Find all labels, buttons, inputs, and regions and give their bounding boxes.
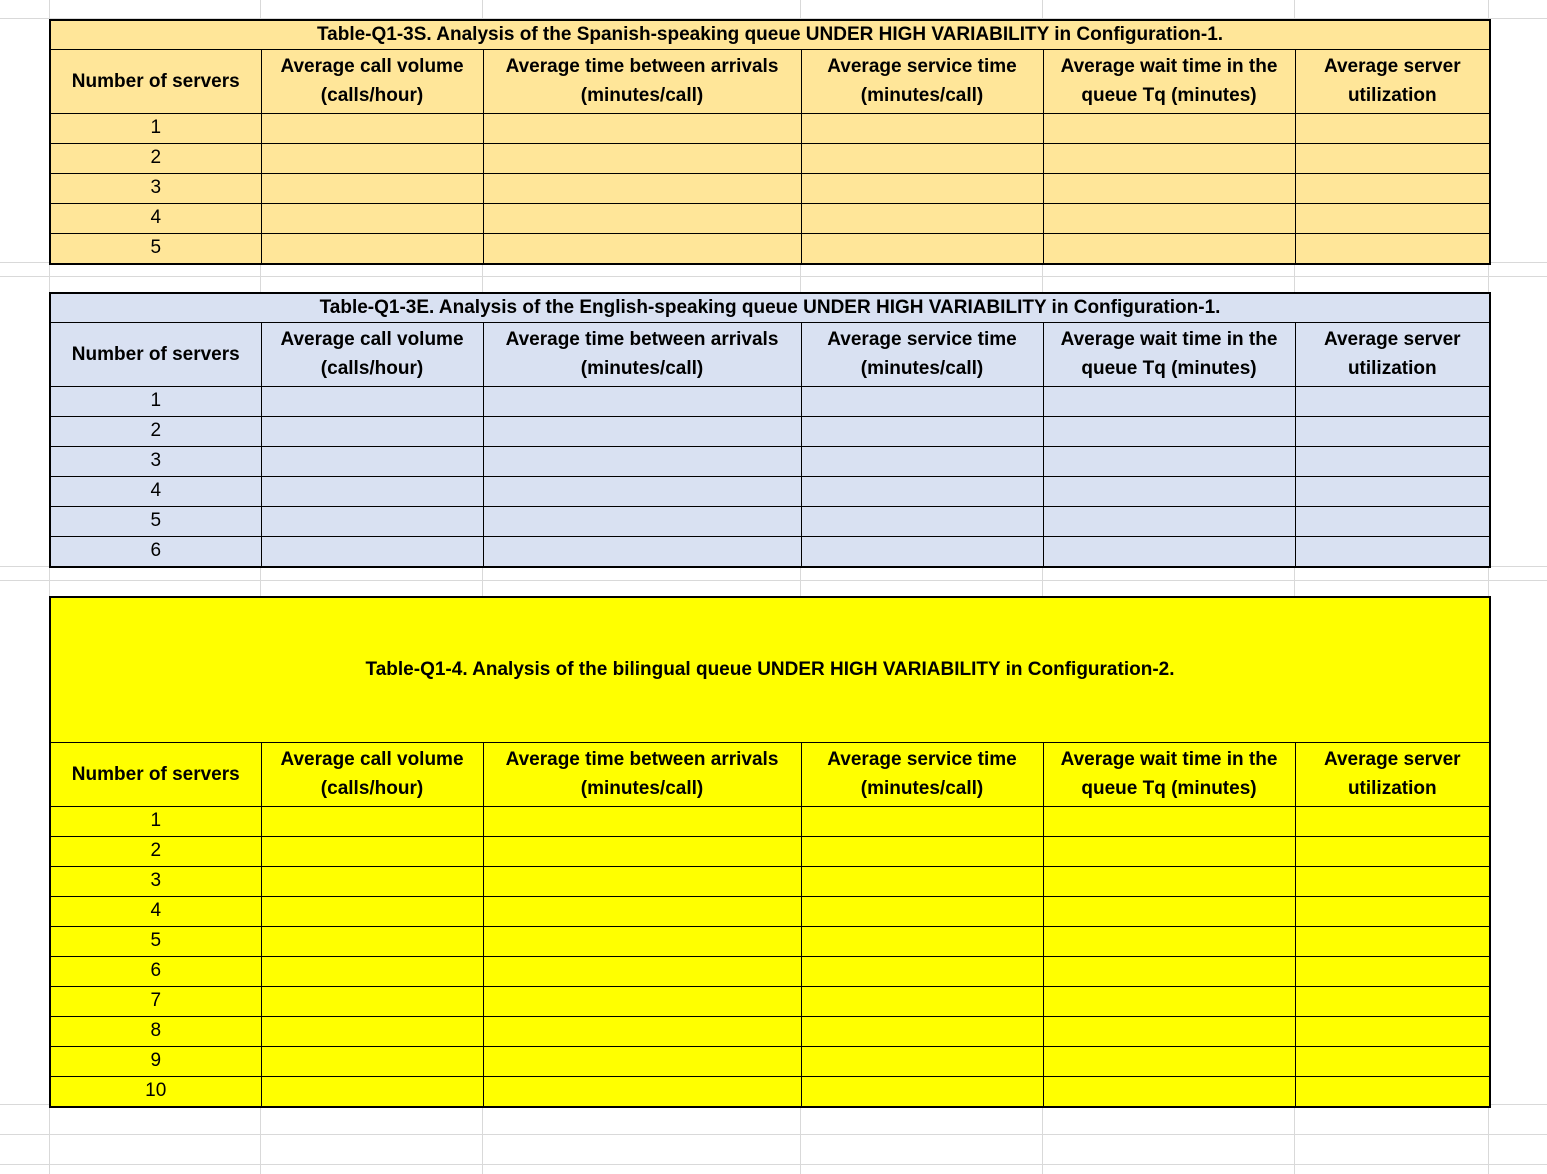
utilization-cell[interactable] [1295, 416, 1490, 446]
server-count-cell[interactable]: 6 [50, 536, 261, 567]
wait-time-cell[interactable] [1043, 806, 1295, 836]
time-between-cell[interactable] [483, 506, 801, 536]
call-volume-cell[interactable] [261, 143, 483, 173]
table-row [50, 506, 1490, 536]
service-time-cell[interactable] [801, 836, 1043, 866]
server-count-cell[interactable]: 5 [50, 233, 261, 264]
time-between-cell[interactable] [483, 986, 801, 1016]
call-volume-cell[interactable] [261, 926, 483, 956]
utilization-cell[interactable] [1295, 1046, 1490, 1076]
utilization-cell[interactable] [1295, 806, 1490, 836]
call-volume-cell[interactable] [261, 956, 483, 986]
col-header-utilization: Average server utilization [1295, 49, 1490, 113]
time-between-cell[interactable] [483, 386, 801, 416]
time-between-cell[interactable] [483, 1076, 801, 1107]
wait-time-cell[interactable] [1043, 416, 1295, 446]
col-header-time-between: Average time between arrivals (minutes/call) [483, 322, 801, 386]
wait-time-cell[interactable] [1043, 986, 1295, 1016]
utilization-cell[interactable] [1295, 1076, 1490, 1107]
header-row [50, 322, 1490, 386]
table-title: Table-Q1-3S. Analysis of the Spanish-speaking queue UNDER HIGH VARIABILITY in Configuration-1. [50, 20, 1490, 49]
header-row [50, 742, 1490, 806]
utilization-cell[interactable] [1295, 143, 1490, 173]
utilization-cell[interactable] [1295, 836, 1490, 866]
service-time-cell[interactable] [801, 143, 1043, 173]
table-row [50, 446, 1490, 476]
call-volume-cell[interactable] [261, 1016, 483, 1046]
time-between-cell[interactable] [483, 143, 801, 173]
wait-time-cell[interactable] [1043, 506, 1295, 536]
utilization-cell[interactable] [1295, 926, 1490, 956]
server-count-cell[interactable]: 7 [50, 986, 261, 1016]
service-time-cell[interactable] [801, 986, 1043, 1016]
time-between-cell[interactable] [483, 956, 801, 986]
col-header-call-volume: Average call volume (calls/hour) [261, 49, 483, 113]
server-count-cell[interactable]: 4 [50, 896, 261, 926]
table-row [50, 866, 1490, 896]
service-time-cell[interactable] [801, 1076, 1043, 1107]
table-row [50, 926, 1490, 956]
wait-time-cell[interactable] [1043, 536, 1295, 567]
time-between-cell[interactable] [483, 536, 801, 567]
time-between-cell[interactable] [483, 173, 801, 203]
col-header-service-time: Average service time (minutes/call) [801, 742, 1043, 806]
col-header-utilization: Average server utilization [1295, 322, 1490, 386]
wait-time-cell[interactable] [1043, 446, 1295, 476]
col-header-time-between: Average time between arrivals (minutes/call) [483, 742, 801, 806]
table-row [50, 1016, 1490, 1046]
service-time-cell[interactable] [801, 1046, 1043, 1076]
call-volume-cell[interactable] [261, 896, 483, 926]
server-count-cell[interactable]: 3 [50, 866, 261, 896]
call-volume-cell[interactable] [261, 386, 483, 416]
wait-time-cell[interactable] [1043, 926, 1295, 956]
col-header-wait-time: Average wait time in the queue Tq (minutes) [1043, 742, 1295, 806]
col-header-servers: Number of servers [50, 322, 261, 386]
time-between-cell[interactable] [483, 866, 801, 896]
english-queue-table [49, 292, 1491, 568]
time-between-cell[interactable] [483, 896, 801, 926]
utilization-cell[interactable] [1295, 536, 1490, 567]
time-between-cell[interactable] [483, 416, 801, 446]
server-count-cell[interactable]: 8 [50, 1016, 261, 1046]
service-time-cell[interactable] [801, 536, 1043, 567]
call-volume-cell[interactable] [261, 806, 483, 836]
utilization-cell[interactable] [1295, 386, 1490, 416]
service-time-cell[interactable] [801, 113, 1043, 143]
col-header-wait-time: Average wait time in the queue Tq (minutes) [1043, 322, 1295, 386]
time-between-cell[interactable] [483, 806, 801, 836]
col-header-utilization: Average server utilization [1295, 742, 1490, 806]
wait-time-cell[interactable] [1043, 956, 1295, 986]
server-count-cell[interactable]: 3 [50, 446, 261, 476]
server-count-cell[interactable]: 4 [50, 203, 261, 233]
table-row [50, 956, 1490, 986]
utilization-cell[interactable] [1295, 476, 1490, 506]
server-count-cell[interactable]: 2 [50, 836, 261, 866]
service-time-cell[interactable] [801, 173, 1043, 203]
col-header-servers: Number of servers [50, 742, 261, 806]
col-header-service-time: Average service time (minutes/call) [801, 322, 1043, 386]
col-header-time-between: Average time between arrivals (minutes/call) [483, 49, 801, 113]
table-row [50, 476, 1490, 506]
service-time-cell[interactable] [801, 1016, 1043, 1046]
call-volume-cell[interactable] [261, 506, 483, 536]
call-volume-cell[interactable] [261, 1046, 483, 1076]
wait-time-cell[interactable] [1043, 866, 1295, 896]
server-count-cell[interactable]: 4 [50, 476, 261, 506]
wait-time-cell[interactable] [1043, 896, 1295, 926]
service-time-cell[interactable] [801, 203, 1043, 233]
table-row [50, 233, 1490, 264]
call-volume-cell[interactable] [261, 476, 483, 506]
service-time-cell[interactable] [801, 446, 1043, 476]
spanish-queue-table [49, 19, 1491, 265]
table-row [50, 1046, 1490, 1076]
table-row [50, 173, 1490, 203]
wait-time-cell[interactable] [1043, 203, 1295, 233]
service-time-cell[interactable] [801, 386, 1043, 416]
server-count-cell[interactable]: 3 [50, 173, 261, 203]
time-between-cell[interactable] [483, 203, 801, 233]
wait-time-cell[interactable] [1043, 1076, 1295, 1107]
table-row [50, 386, 1490, 416]
time-between-cell[interactable] [483, 113, 801, 143]
service-time-cell[interactable] [801, 806, 1043, 836]
wait-time-cell[interactable] [1043, 143, 1295, 173]
service-time-cell[interactable] [801, 506, 1043, 536]
utilization-cell[interactable] [1295, 896, 1490, 926]
col-header-wait-time: Average wait time in the queue Tq (minutes) [1043, 49, 1295, 113]
server-count-cell[interactable]: 1 [50, 113, 261, 143]
table-row [50, 896, 1490, 926]
utilization-cell[interactable] [1295, 1016, 1490, 1046]
wait-time-cell[interactable] [1043, 386, 1295, 416]
call-volume-cell[interactable] [261, 113, 483, 143]
service-time-cell[interactable] [801, 866, 1043, 896]
col-header-service-time: Average service time (minutes/call) [801, 49, 1043, 113]
wait-time-cell[interactable] [1043, 836, 1295, 866]
server-count-cell[interactable]: 1 [50, 806, 261, 836]
call-volume-cell[interactable] [261, 203, 483, 233]
service-time-cell[interactable] [801, 476, 1043, 506]
time-between-cell[interactable] [483, 476, 801, 506]
utilization-cell[interactable] [1295, 986, 1490, 1016]
table-row [50, 806, 1490, 836]
call-volume-cell[interactable] [261, 836, 483, 866]
utilization-cell[interactable] [1295, 113, 1490, 143]
server-count-cell[interactable]: 10 [50, 1076, 261, 1107]
wait-time-cell[interactable] [1043, 113, 1295, 143]
server-count-cell[interactable]: 5 [50, 506, 261, 536]
table-row [50, 113, 1490, 143]
wait-time-cell[interactable] [1043, 173, 1295, 203]
service-time-cell[interactable] [801, 956, 1043, 986]
server-count-cell[interactable]: 2 [50, 416, 261, 446]
wait-time-cell[interactable] [1043, 233, 1295, 264]
server-count-cell[interactable]: 9 [50, 1046, 261, 1076]
call-volume-cell[interactable] [261, 416, 483, 446]
table-row [50, 836, 1490, 866]
time-between-cell[interactable] [483, 1016, 801, 1046]
bilingual-queue-table [49, 596, 1491, 1108]
table-row [50, 536, 1490, 567]
server-count-cell[interactable]: 6 [50, 956, 261, 986]
server-count-cell[interactable]: 2 [50, 143, 261, 173]
service-time-cell[interactable] [801, 416, 1043, 446]
wait-time-cell[interactable] [1043, 476, 1295, 506]
time-between-cell[interactable] [483, 1046, 801, 1076]
service-time-cell[interactable] [801, 896, 1043, 926]
time-between-cell[interactable] [483, 836, 801, 866]
utilization-cell[interactable] [1295, 173, 1490, 203]
call-volume-cell[interactable] [261, 173, 483, 203]
table-row [50, 143, 1490, 173]
time-between-cell[interactable] [483, 446, 801, 476]
time-between-cell[interactable] [483, 926, 801, 956]
server-count-cell[interactable]: 5 [50, 926, 261, 956]
table-title: Table-Q1-4. Analysis of the bilingual queue UNDER HIGH VARIABILITY in Configuration-2. [50, 597, 1490, 742]
table-row [50, 1076, 1490, 1107]
utilization-cell[interactable] [1295, 866, 1490, 896]
service-time-cell[interactable] [801, 233, 1043, 264]
table-title: Table-Q1-3E. Analysis of the English-speaking queue UNDER HIGH VARIABILITY in Configuration-1. [50, 293, 1490, 322]
call-volume-cell[interactable] [261, 986, 483, 1016]
utilization-cell[interactable] [1295, 506, 1490, 536]
call-volume-cell[interactable] [261, 536, 483, 567]
table-row [50, 416, 1490, 446]
utilization-cell[interactable] [1295, 203, 1490, 233]
call-volume-cell[interactable] [261, 233, 483, 264]
server-count-cell[interactable]: 1 [50, 386, 261, 416]
col-header-call-volume: Average call volume (calls/hour) [261, 322, 483, 386]
service-time-cell[interactable] [801, 926, 1043, 956]
utilization-cell[interactable] [1295, 233, 1490, 264]
call-volume-cell[interactable] [261, 866, 483, 896]
wait-time-cell[interactable] [1043, 1046, 1295, 1076]
call-volume-cell[interactable] [261, 1076, 483, 1107]
col-header-servers: Number of servers [50, 49, 261, 113]
time-between-cell[interactable] [483, 233, 801, 264]
wait-time-cell[interactable] [1043, 1016, 1295, 1046]
col-header-call-volume: Average call volume (calls/hour) [261, 742, 483, 806]
utilization-cell[interactable] [1295, 956, 1490, 986]
call-volume-cell[interactable] [261, 446, 483, 476]
header-row [50, 49, 1490, 113]
table-row [50, 203, 1490, 233]
table-row [50, 986, 1490, 1016]
utilization-cell[interactable] [1295, 446, 1490, 476]
